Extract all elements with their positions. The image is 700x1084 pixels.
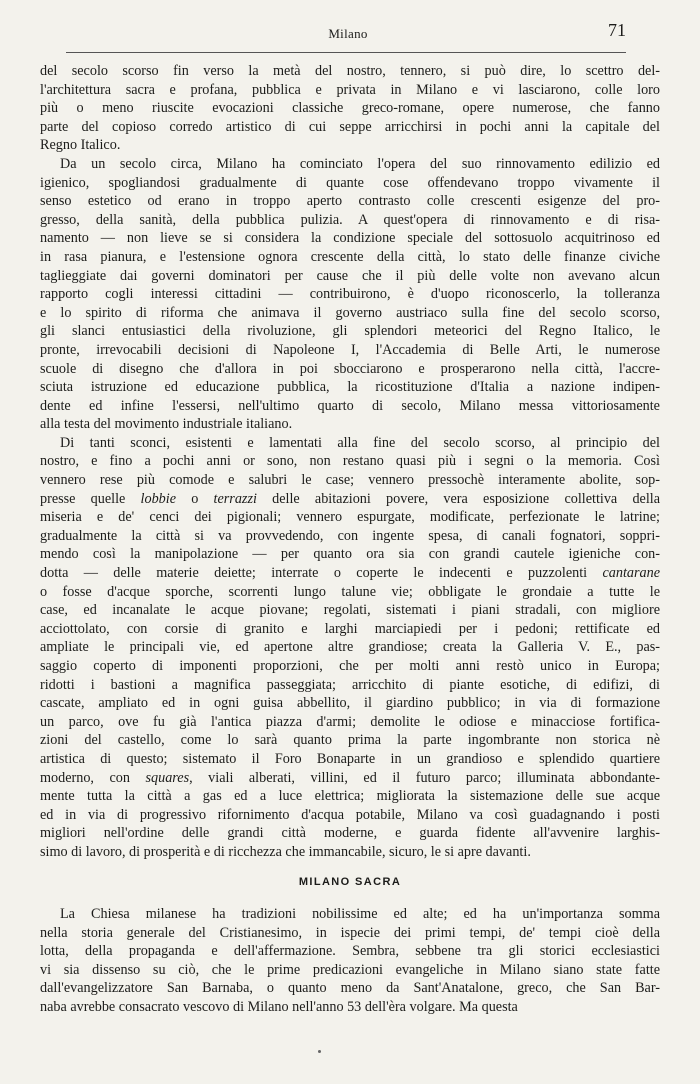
text-line: namento — non lieve se si considera la condizione speciale del sottosuolo acquitrinoso ed: [40, 230, 660, 247]
page-dot-mark: [318, 1050, 321, 1053]
text-line: sciuta istruzione ed educazione pubblica, la ricostituzione d'Italia a nazione indipen-: [40, 379, 660, 396]
body-text-lower: [40, 905, 660, 1017]
text-line: cascate, ampliato ed in ogni guisa abbellito, il giardino pubblico; in via di formazione: [40, 695, 660, 712]
text-line: alla testa del movimento industriale italiano.: [40, 416, 293, 433]
text-line: case, ed incanalate le acque piovane; regolati, sistemati i piani stradali, con migliore: [40, 602, 660, 619]
text-line: moderno, con squares, viali alberati, villini, ed il futuro parco; illuminata abbondante-: [40, 769, 661, 786]
text-line: pronte, irrevocabili decisioni di Napoleone I, l'Accademia di Belle Arti, le numerose: [40, 341, 660, 358]
running-title: Milano: [328, 26, 368, 41]
paragraph-2: [40, 155, 660, 434]
text-line: gli slanci entusiastici della rivoluzione, gli splendori meteorici del Regno Italico, le: [40, 323, 660, 340]
text-line: artistica di questo; sistemato il Foro Bonaparte in un grandioso e splendido quartiere: [40, 750, 660, 767]
text-line: ed in via di progressivo rifornimento d'acqua potabile, Milano va così guadagnando i posti: [40, 806, 660, 823]
text-line: del secolo scorso fin verso la metà del nostro, tennero, si può dire, lo scettro del-: [40, 63, 660, 79]
text-line: mendo così la manipolazione — per quanto ora sia con grandi cautele igieniche con-: [40, 546, 660, 563]
text-line: in rasa pianura, e l'estensione ognora crescente della città, lo stato delle finanze civiche: [40, 248, 660, 265]
text-line: più o meno riuscite evocazioni classiche greco-romane, opere numerose, che fanno: [40, 100, 660, 117]
text-line: parte del copioso corredo artistico di cui seppe arricchirsi in pochi anni la capitale del: [40, 118, 660, 135]
section-heading: MILANO SACRA: [298, 876, 402, 888]
text-line: igienico, spogliandosi gradualmente di quante cose offendevano troppo vivamente il: [40, 174, 660, 191]
paragraph-4: [40, 905, 660, 1017]
page-number: 71: [608, 20, 626, 40]
text-line: ridotti i bastioni a magnifica passeggiata; arricchito di piante esotiche, di edifizi, di: [40, 676, 660, 693]
text-line: dente ed infine l'essersi, nell'ultimo quarto di secolo, Milano messa vittoriosamente: [40, 397, 660, 414]
text-line: vennero rese più comode e salubri le case; vennero pressochè interamente abolite, sop-: [40, 472, 660, 489]
text-line: dall'evangelizzatore San Barnaba, o quanto meno da Sant'Anatalone, greco, che San Bar-: [40, 980, 660, 997]
text-line: nella storia generale del Cristianesimo, in ispecie dei primi tempi, de' tempi cioè della: [40, 924, 660, 941]
text-line: taglieggiate dai governi dominatori per cause che il più delle volte non avevano alcun: [40, 267, 660, 284]
text-line: acciottolato, con corsie di granito e larghi marciapiedi per i pedoni; rettificate ed: [40, 620, 660, 637]
text-line: migliori nell'ordine delle grandi città moderne, e guarda fidente all'avvenire larghis-: [40, 825, 660, 842]
header-rule: [66, 52, 626, 53]
text-line: scuole di disegno che d'allora in poi sbocciarono e prosperarono nella città, l'accre-: [40, 360, 660, 377]
text-line: ampliate le principali vie, ed apertone altre grandiose; creata la Galleria V. E., pas-: [40, 639, 660, 656]
running-header: [70, 18, 626, 48]
text-line: senso estetico od erano in troppo aperto contrasto colle crescenti esigenze del pro-: [40, 193, 660, 210]
text-line: Da un secolo circa, Milano ha cominciato l'opera del suo rinnovamento edilizio ed: [60, 155, 660, 172]
text-line: gradualmente la città si va provvedendo, con ingente spesa, di canali fognatori, soppri-: [40, 527, 660, 544]
text-line: mente tutta la città a gas ed a luce elettrica; migliorata la sistemazione delle sue acque: [40, 788, 660, 805]
text-line: un parco, ove fu già l'antica piazza d'armi; demolite le odiose e minacciose fortifica-: [40, 713, 660, 730]
text-line: lotta, della propaganda e dell'affermazione. Sembra, sebbene tra gli storici ecclesiastici: [40, 943, 660, 960]
text-line: naba avrebbe consacrato vescovo di Milano nell'anno 53 dell'èra volgare. Ma questa: [40, 998, 518, 1015]
paragraph-3: [40, 434, 660, 862]
text-line: gresso, della sanità, della pubblica pulizia. A quest'opera di rinnovamento e di risa-: [40, 211, 660, 228]
text-line: Regno Italico.: [40, 137, 121, 154]
text-line: o fosse d'acque sporche, scorrenti lungo talune vie; obbligate le grondaie a tutte le: [40, 583, 660, 600]
text-line: miseria e de' cenci dei pigionali; vennero espurgate, modificate, perfezionate le latrine;: [40, 509, 660, 526]
text-line: vi sia dissenso su ciò, che le prime predicazioni evangeliche in Milano siano state fatte: [40, 961, 660, 978]
text-line: simo di lavoro, di prosperità e di ricchezza che immancabile, sicuro, le si apre davanti.: [40, 843, 531, 860]
text-line: dotta — delle materie deiette; interrate o coperte le indecenti e puzzolenti cantarane: [40, 565, 660, 582]
body-text-upper: [40, 62, 660, 862]
text-line: nostro, e fino a pochi anni or sono, non restano quasi più i segni o la memoria. Così: [40, 453, 660, 470]
text-line: zioni del castello, come lo sarà quanto prima la parte ingombrante non storica nè: [40, 732, 660, 749]
text-line: l'architettura sacra e profana, pubblica e privata in Milano e vi lasciarono, colle loro: [40, 81, 660, 98]
paragraph-1: [40, 62, 660, 155]
text-line: presse quelle lobbie o terrazzi delle abitazioni povere, vera esposizione collettiva della: [40, 490, 661, 507]
text-line: saggio coperto di imponenti proporzioni, che per molti anni restò unico in Europa;: [40, 658, 660, 674]
text-line: e lo spirito di riforma che animava il governo austriaco sulla fine del secolo scorso,: [40, 304, 660, 321]
text-line: Di tanti sconci, esistenti e lamentati alla fine del secolo scorso, al principio del: [60, 434, 660, 451]
text-line: La Chiesa milanese ha tradizioni nobilissime ed alte; ed ha un'importanza somma: [60, 906, 660, 922]
text-line: rapporto cogli interessi cittadini — contribuirono, è d'uopo riconoscerlo, la tolleranza: [40, 286, 660, 303]
